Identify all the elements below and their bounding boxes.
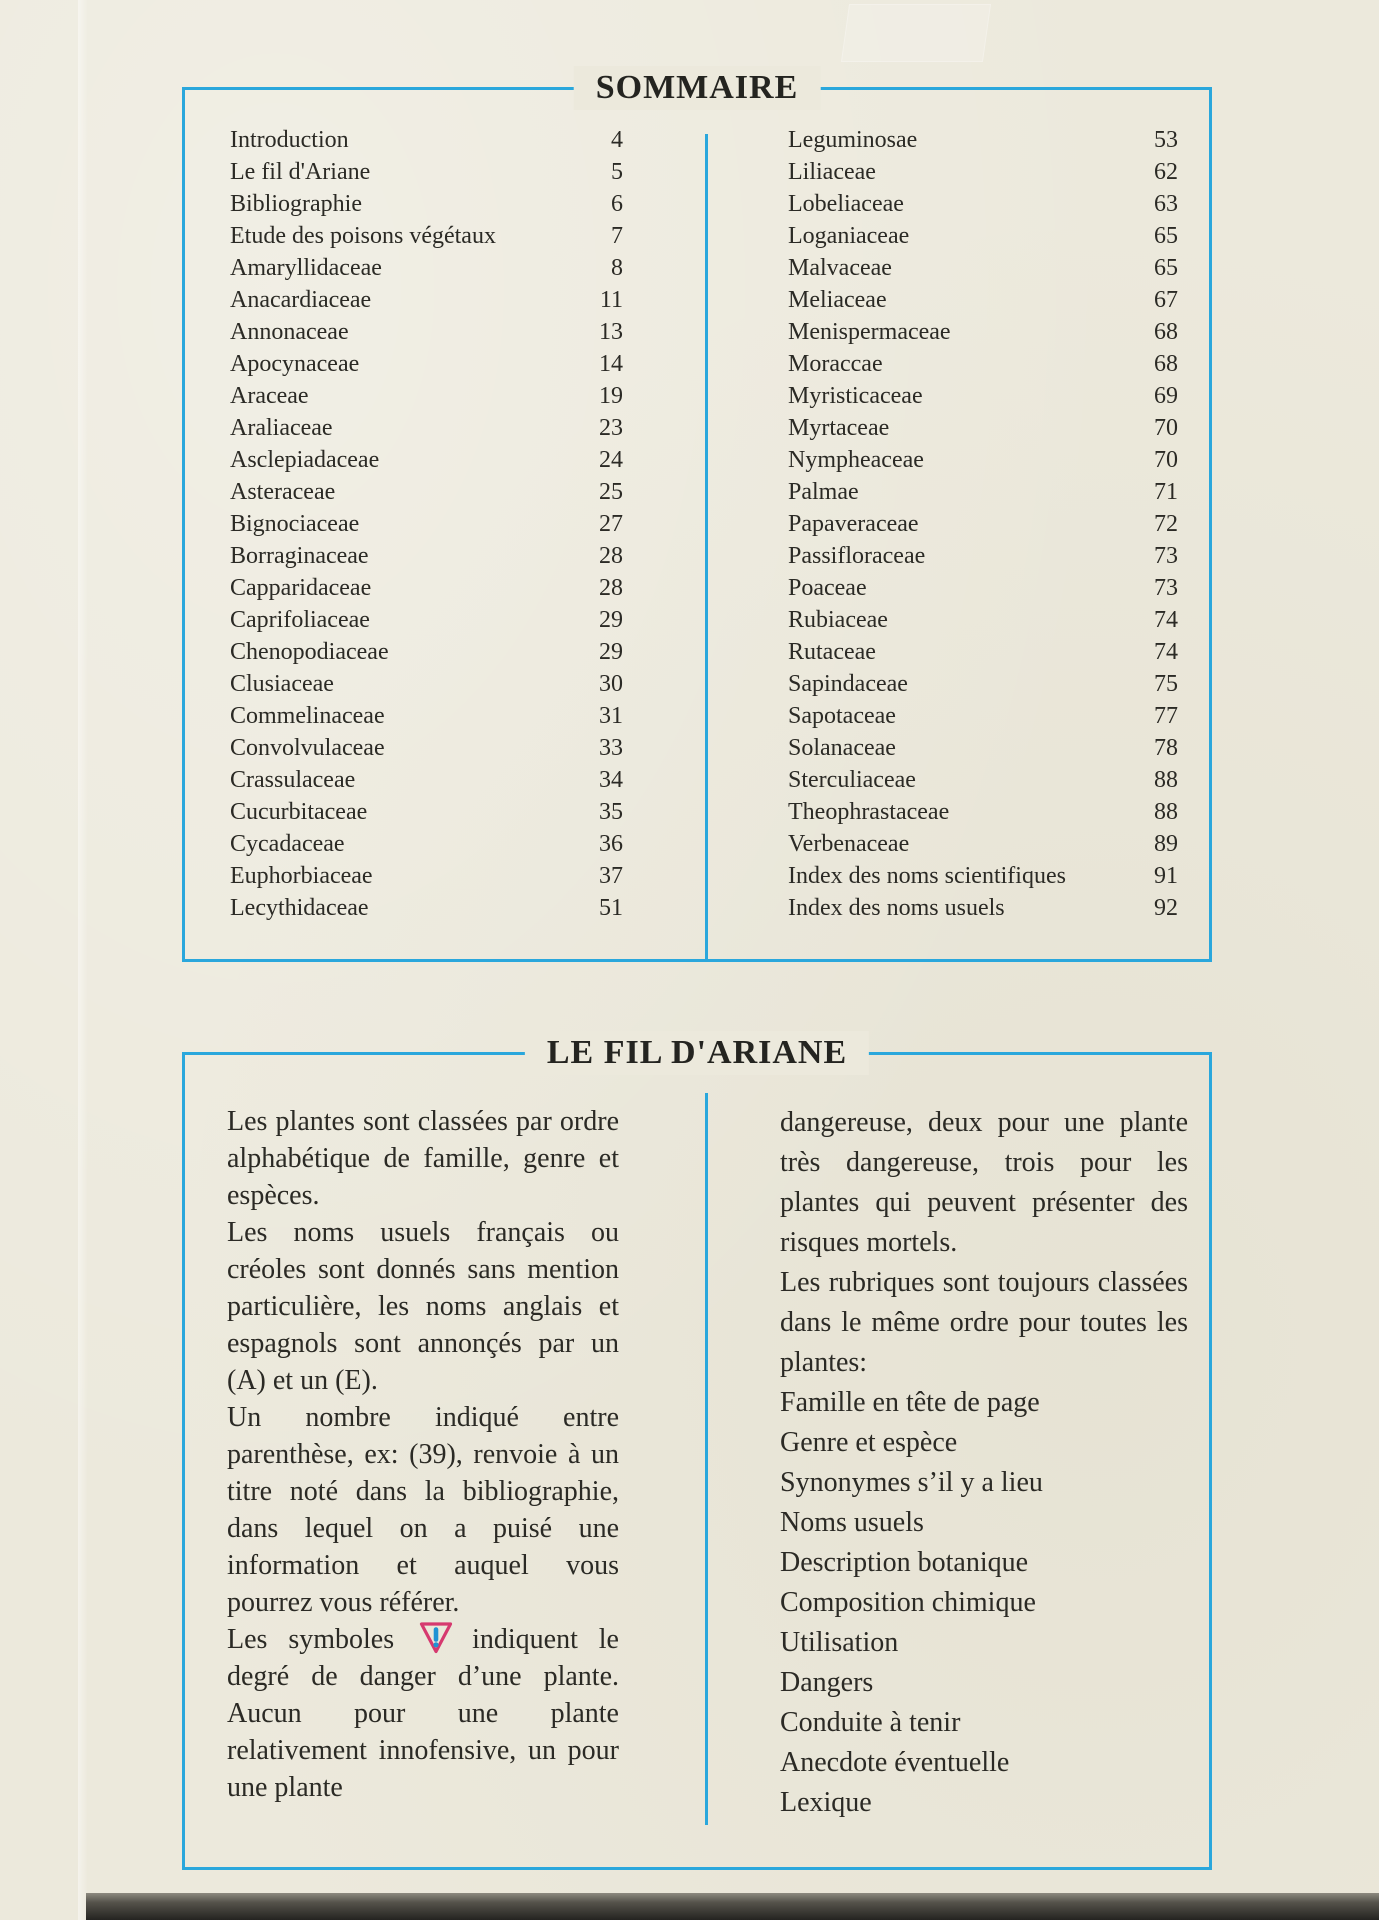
page-edge-highlight <box>78 0 88 1920</box>
rubrique-item: Dangers <box>780 1667 874 1698</box>
toc-entry <box>230 316 623 348</box>
toc-entry <box>230 572 623 604</box>
toc-entry-label: Cycadaceae <box>230 831 345 857</box>
toc-entry-page: 72 <box>1154 511 1178 537</box>
toc-entry <box>230 348 623 380</box>
toc-entry-label: Introduction <box>230 127 349 153</box>
toc-entry-label: Annonaceae <box>230 319 349 345</box>
toc-entry <box>230 604 623 636</box>
toc-entry-page: 29 <box>599 639 623 665</box>
toc-entry-label: Lecythidaceae <box>230 895 369 921</box>
toc-entry <box>788 540 1178 572</box>
toc-entry <box>788 892 1178 924</box>
toc-entry <box>788 316 1178 348</box>
toc-entry <box>230 796 623 828</box>
toc-entry <box>788 860 1178 892</box>
toc-entry <box>230 732 623 764</box>
toc-entry-page: 65 <box>1154 223 1178 249</box>
sommaire-box <box>182 69 1212 962</box>
toc-entry-label: Leguminosae <box>788 127 918 153</box>
rubriques-list <box>780 1383 1188 1823</box>
toc-entry-label: Anacardiaceae <box>230 287 372 313</box>
toc-entry-page: 33 <box>599 735 623 761</box>
toc-entry-label: Borraginaceae <box>230 543 369 569</box>
fil-ariane-right-column <box>780 1103 1188 1823</box>
toc-entry-page: 88 <box>1154 799 1178 825</box>
toc-entry-page: 8 <box>611 255 623 281</box>
toc-entry <box>230 252 623 284</box>
toc-entry-page: 35 <box>599 799 623 825</box>
toc-entry-label: Araceae <box>230 383 309 409</box>
toc-entry <box>230 412 623 444</box>
toc-entry-page: 74 <box>1154 639 1178 665</box>
toc-entry <box>230 764 623 796</box>
fil-ariane-title: LE FIL D'ARIANE <box>525 1031 869 1075</box>
toc-entry-label: Solanaceae <box>788 735 896 761</box>
toc-entry-label: Crassulaceae <box>230 767 356 793</box>
toc-entry-page: 62 <box>1154 159 1178 185</box>
rubrique-item: Noms usuels <box>780 1507 924 1538</box>
toc-entry-label: Asteraceae <box>230 479 336 505</box>
rubrique-item: Genre et espèce <box>780 1427 958 1458</box>
scan-bottom-edge <box>86 1893 1379 1920</box>
rubrique-item: Composition chimique <box>780 1587 1036 1618</box>
toc-entry-page: 37 <box>599 863 623 889</box>
toc-entry-label: Euphorbiaceae <box>230 863 373 889</box>
warning-triangle-icon <box>418 1621 454 1655</box>
toc-entry-label: Convolvulaceae <box>230 735 385 761</box>
fil-ariane-left-column <box>227 1103 619 1806</box>
toc-entry-page: 27 <box>599 511 623 537</box>
toc-entry-page: 11 <box>599 287 623 313</box>
toc-entry-label: Loganiaceae <box>788 223 910 249</box>
toc-entry-page: 6 <box>611 191 623 217</box>
toc-entry <box>230 156 623 188</box>
fil-ariane-box <box>182 1034 1212 1870</box>
toc-entry-page: 7 <box>611 223 623 249</box>
toc-entry <box>788 284 1178 316</box>
toc-entry <box>788 700 1178 732</box>
toc-entry <box>788 444 1178 476</box>
toc-entry <box>788 828 1178 860</box>
toc-entry <box>788 572 1178 604</box>
toc-entry-page: 24 <box>599 447 623 473</box>
toc-entry <box>788 124 1178 156</box>
toc-entry <box>230 668 623 700</box>
toc-entry <box>788 220 1178 252</box>
toc-entry-label: Theophrastaceae <box>788 799 950 825</box>
toc-entry <box>230 892 623 924</box>
toc-entry <box>788 732 1178 764</box>
toc-entry-label: Myristicaceae <box>788 383 923 409</box>
toc-entry-page: 30 <box>599 671 623 697</box>
toc-entry-label: Menispermaceae <box>788 319 951 345</box>
toc-entry-label: Verbenaceae <box>788 831 910 857</box>
symbols-paragraph <box>227 1621 619 1806</box>
toc-entry <box>788 476 1178 508</box>
toc-entry-label: Chenopodiaceae <box>230 639 389 665</box>
toc-entry-page: 89 <box>1154 831 1178 857</box>
toc-entry-page: 5 <box>611 159 623 185</box>
toc-entry-label: Palmae <box>788 479 859 505</box>
paragraph: Les noms usuels français ou créoles sont donnés sans mention particulière, les noms anglais et espagnols sont annonçés par un (A) et un (E). <box>227 1217 619 1396</box>
toc-entry-label: Sapotaceae <box>788 703 896 729</box>
toc-entry-label: Amaryllidaceae <box>230 255 382 281</box>
toc-entry-page: 14 <box>599 351 623 377</box>
toc-entry-page: 77 <box>1154 703 1178 729</box>
toc-entry <box>230 124 623 156</box>
toc-entry-label: Myrtaceae <box>788 415 890 441</box>
toc-entry <box>230 476 623 508</box>
toc-entry-label: Commelinaceae <box>230 703 385 729</box>
toc-entry-page: 28 <box>599 575 623 601</box>
toc-entry-label: Bibliographie <box>230 191 362 217</box>
toc-entry <box>788 508 1178 540</box>
fil-ariane-right-paragraphs <box>780 1103 1188 1383</box>
toc-entry <box>230 860 623 892</box>
toc-entry <box>788 156 1178 188</box>
toc-entry-label: Poaceae <box>788 575 867 601</box>
toc-entry <box>230 828 623 860</box>
toc-entry <box>788 348 1178 380</box>
rubrique-item: Famille en tête de page <box>780 1387 1040 1418</box>
toc-entry-page: 31 <box>599 703 623 729</box>
sommaire-left-column <box>230 124 623 924</box>
paragraph: Les rubriques sont toujours classées dans le même ordre pour toutes les plantes: <box>780 1267 1188 1378</box>
rubrique-item: Synonymes s’il y a lieu <box>780 1467 1043 1498</box>
toc-entry-label: Passifloraceae <box>788 543 926 569</box>
scan-artifact <box>841 4 991 62</box>
toc-entry-page: 29 <box>599 607 623 633</box>
symbols-text-after: indiquent le degré de danger d’une plante. Aucun pour une plante relativement innofensive, un pour une plante <box>227 1624 619 1803</box>
toc-entry-label: Etude des poisons végétaux <box>230 223 496 249</box>
toc-entry-label: Asclepiadaceae <box>230 447 380 473</box>
toc-entry <box>230 380 623 412</box>
toc-entry-page: 74 <box>1154 607 1178 633</box>
sommaire-column-divider <box>705 134 708 959</box>
toc-entry-page: 73 <box>1154 543 1178 569</box>
toc-entry-page: 70 <box>1154 415 1178 441</box>
toc-entry <box>788 188 1178 220</box>
rubrique-item: Conduite à tenir <box>780 1707 961 1738</box>
toc-entry-page: 91 <box>1154 863 1178 889</box>
paragraph: Un nombre indiqué entre parenthèse, ex: (39), renvoie à un titre noté dans la bibliographie, dans lequel on a puisé une information et auquel vous pourrez vous référer. <box>227 1402 619 1618</box>
rubrique-item: Utilisation <box>780 1627 899 1658</box>
symbols-text-before: Les symboles <box>227 1624 395 1655</box>
toc-entry-page: 25 <box>599 479 623 505</box>
toc-entry-page: 53 <box>1154 127 1178 153</box>
sommaire-right-column <box>788 124 1178 924</box>
fil-ariane-column-divider <box>705 1093 708 1825</box>
toc-entry-page: 28 <box>599 543 623 569</box>
toc-entry-page: 92 <box>1154 895 1178 921</box>
sommaire-title: SOMMAIRE <box>574 66 821 110</box>
toc-entry-page: 34 <box>599 767 623 793</box>
fil-ariane-left-paragraphs <box>227 1103 619 1621</box>
paragraph: dangereuse, deux pour une plante très dangereuse, trois pour les plantes qui peuvent présenter des risques mortels. <box>780 1107 1188 1258</box>
toc-entry-label: Papaveraceae <box>788 511 919 537</box>
toc-entry <box>230 700 623 732</box>
toc-entry <box>230 188 623 220</box>
toc-entry-page: 69 <box>1154 383 1178 409</box>
toc-entry-page: 36 <box>599 831 623 857</box>
toc-entry-page: 73 <box>1154 575 1178 601</box>
toc-entry <box>788 636 1178 668</box>
toc-entry-label: Rutaceae <box>788 639 876 665</box>
toc-entry-page: 51 <box>599 895 623 921</box>
toc-entry-label: Le fil d'Ariane <box>230 159 371 185</box>
toc-entry <box>230 444 623 476</box>
toc-entry-label: Rubiaceae <box>788 607 888 633</box>
toc-entry-page: 23 <box>599 415 623 441</box>
rubrique-item: Anecdote éventuelle <box>780 1747 1010 1778</box>
toc-entry-label: Nympheaceae <box>788 447 924 473</box>
toc-entry <box>788 668 1178 700</box>
toc-entry-label: Araliaceae <box>230 415 333 441</box>
toc-entry-label: Caprifoliaceae <box>230 607 370 633</box>
toc-entry-page: 70 <box>1154 447 1178 473</box>
toc-entry-label: Malvaceae <box>788 255 892 281</box>
toc-entry-page: 68 <box>1154 351 1178 377</box>
toc-entry-label: Capparidaceae <box>230 575 372 601</box>
toc-entry-page: 75 <box>1154 671 1178 697</box>
paragraph: Les plantes sont classées par ordre alphabétique de famille, genre et espèces. <box>227 1106 619 1211</box>
toc-entry-page: 71 <box>1154 479 1178 505</box>
toc-entry-label: Meliaceae <box>788 287 887 313</box>
toc-entry-page: 68 <box>1154 319 1178 345</box>
toc-entry-label: Clusiaceae <box>230 671 334 697</box>
toc-entry-page: 88 <box>1154 767 1178 793</box>
toc-entry <box>788 764 1178 796</box>
toc-entry-label: Index des noms scientifiques <box>788 863 1066 889</box>
toc-entry-page: 63 <box>1154 191 1178 217</box>
toc-entry-page: 67 <box>1154 287 1178 313</box>
toc-entry-label: Sterculiaceae <box>788 767 916 793</box>
toc-entry-label: Liliaceae <box>788 159 876 185</box>
toc-entry <box>788 412 1178 444</box>
toc-entry-label: Moraccae <box>788 351 883 377</box>
toc-entry-label: Bignociaceae <box>230 511 360 537</box>
toc-entry <box>230 636 623 668</box>
rubrique-item: Description botanique <box>780 1547 1029 1578</box>
toc-entry-page: 4 <box>611 127 623 153</box>
toc-entry <box>788 796 1178 828</box>
toc-entry-label: Cucurbitaceae <box>230 799 368 825</box>
toc-entry <box>230 284 623 316</box>
toc-entry-label: Lobeliaceae <box>788 191 904 217</box>
toc-entry <box>230 220 623 252</box>
toc-entry-label: Index des noms usuels <box>788 895 1005 921</box>
rubrique-item: Lexique <box>780 1787 872 1818</box>
toc-entry <box>230 508 623 540</box>
toc-entry <box>788 604 1178 636</box>
toc-entry-page: 13 <box>599 319 623 345</box>
toc-entry-page: 78 <box>1154 735 1178 761</box>
toc-entry-page: 65 <box>1154 255 1178 281</box>
toc-entry-label: Sapindaceae <box>788 671 908 697</box>
toc-entry-page: 19 <box>599 383 623 409</box>
toc-entry <box>230 540 623 572</box>
toc-entry <box>788 380 1178 412</box>
toc-entry-label: Apocynaceae <box>230 351 360 377</box>
toc-entry <box>788 252 1178 284</box>
